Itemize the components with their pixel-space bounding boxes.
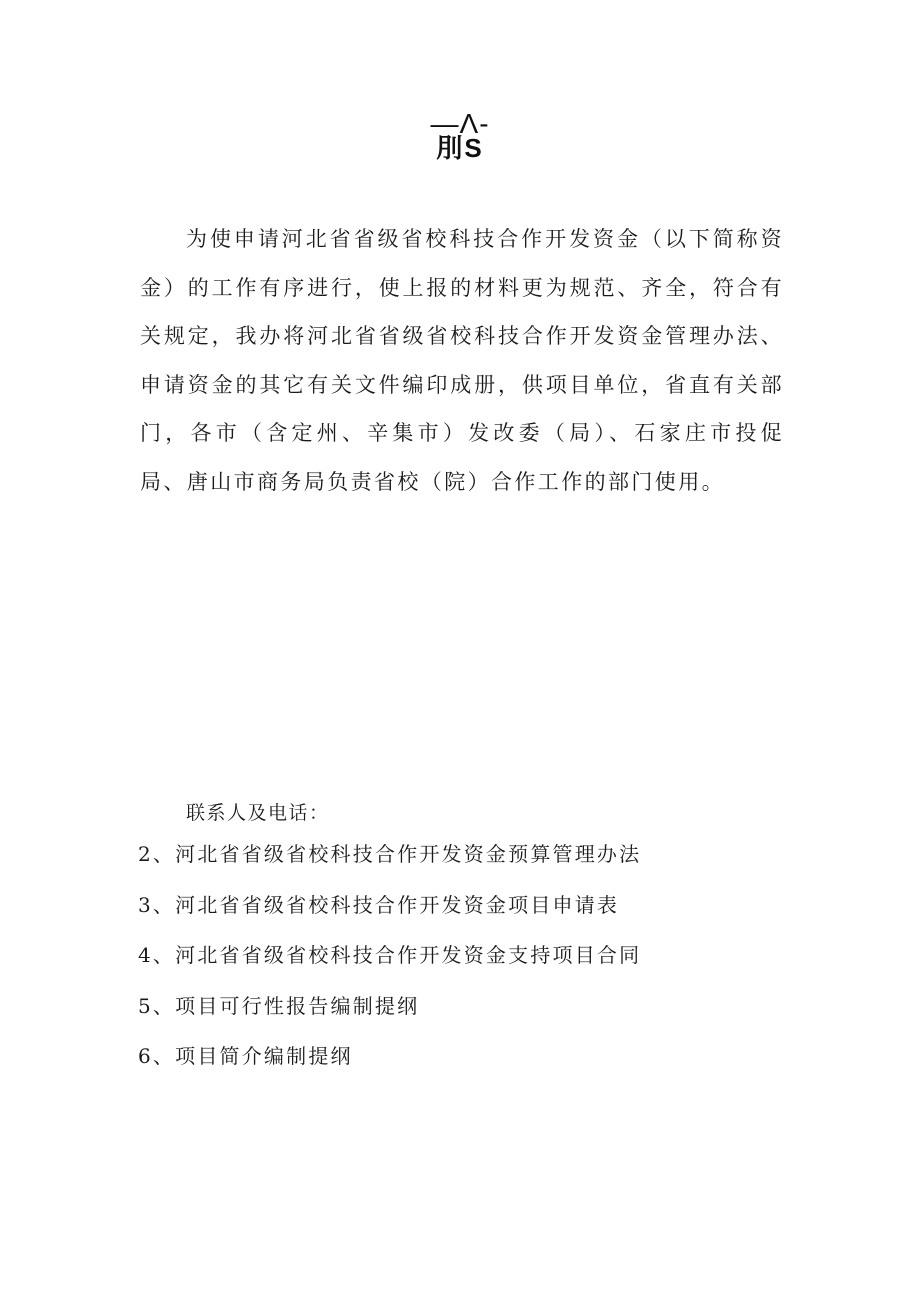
contact-label: 联系人及电话：: [186, 802, 330, 824]
attachment-item: 6、项目简介编制提纲: [138, 1044, 353, 1068]
attachment-item: 3、河北省省级省校科技合作开发资金项目申请表: [138, 892, 620, 917]
attachment-item: 2、河北省省级省校科技合作开发资金预算管理办法: [138, 842, 642, 866]
attachment-item: 4、河北省省级省校科技合作开发资金支持项目合同: [138, 943, 642, 967]
attachment-list: [138, 829, 641, 1082]
attachment-item: 5、项目可行性报告编制提纲: [138, 993, 420, 1018]
heading-line-1: —Λ-: [430, 108, 490, 139]
intro-paragraph: 为使申请河北省省级省校科技合作开发资金（以下简称资金）的工作有序进行，使上报的材料更为规范、齐全，符合有关规定，我办将河北省省级省校科技合作开发资金管理办法、申请资金的其它有关文件编印成册，供项目单位，省直有关部门，各市（含定州、辛集市）发改委（局）、石家庄市投促局、唐山市商务局负责省校（院）合作工作的部门使用。: [140, 227, 784, 494]
heading-line-2: 刖S: [436, 133, 484, 163]
